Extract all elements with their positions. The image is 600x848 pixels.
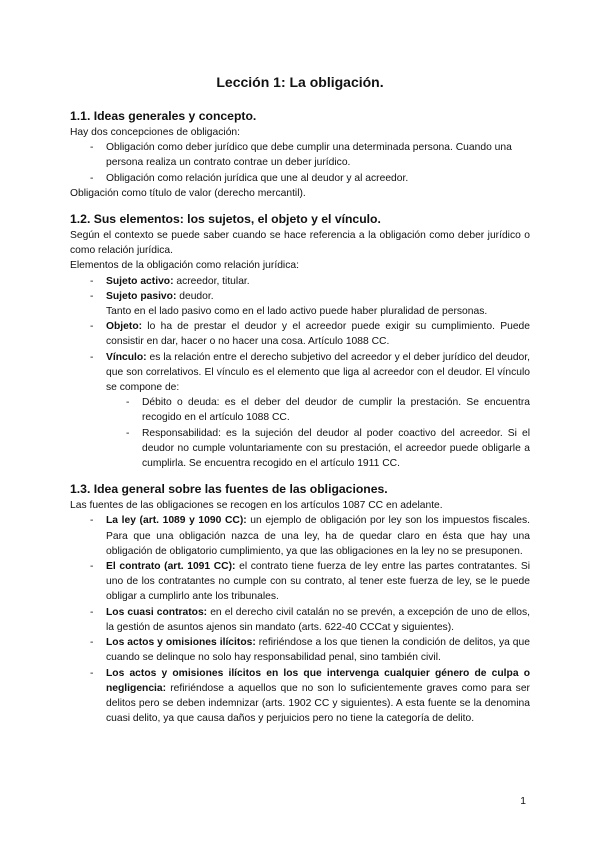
document-title: Lección 1: La obligación. — [216, 74, 384, 90]
list-item: - Sujeto activo: acreedor, titular. — [90, 275, 250, 287]
list-item: - Los cuasi contratos: en el derecho civil catalán no se prevén, a excepción de uno de ellos, la gestión de asuntos ajenos sin mandato (arts. 622-40 CCCat y siguientes). — [90, 606, 531, 633]
section-3-intro: Las fuentes de las obligaciones se recogen en los artículos 1087 CC en adelante. — [70, 500, 443, 512]
section-1-outro: Obligación como título de valor (derecho mercantil). — [70, 187, 306, 199]
section-2-intro2: Elementos de la obligación como relación jurídica: — [70, 260, 299, 272]
section-3-list — [70, 513, 530, 726]
page-number: 1 — [520, 796, 526, 807]
list-item: - Objeto: lo ha de prestar el deudor y el acreedor puede exigir su cumplimiento. Puede consistir en dar, hacer o no hacer una cosa. Artículo 1088 CC. — [90, 321, 530, 348]
sub-list-item: - Débito o deuda: es el deber del deudor de cumplir la prestación. Se encuentra recogido en el artículo 1088 CC. — [126, 397, 530, 424]
list-item: - Los actos y omisiones ilícitos: refiriéndose a los que tienen la condición de delitos, ya que cuando se delinque no solo hay responsabilidad penal, sino también civil. — [90, 637, 530, 664]
section-1 — [70, 108, 530, 201]
section-1-heading: 1.1. Ideas generales y concepto. — [70, 109, 257, 123]
section-3-heading: 1.3. Idea general sobre las fuentes de las obligaciones. — [70, 482, 388, 497]
list-item: - Obligación como deber jurídico que debe cumplir una determinada persona. Cuando una persona realiza un contrato contrae un deber jurídico. — [90, 142, 512, 169]
list-item: - La ley (art. 1089 y 1090 CC): un ejemplo de obligación por ley son los impuestos fiscales. Para que una obligación nazca de una ley, ha de quedar claro en ésta que hay una obligación de obligatorio cumplimiento, ya que las obligaciones en la ley no se presuponen. — [90, 515, 530, 557]
list-item: - Obligación como relación jurídica que une al deudor y al acreedor. — [90, 172, 409, 184]
section-2-heading: 1.2. Sus elementos: los sujetos, el objeto y el vínculo. — [70, 212, 381, 227]
document-page — [70, 72, 530, 736]
sub-list-item: - Responsabilidad: es la sujeción del deudor al poder coactivo del acreedor. Si el deudor no cumple voluntariamente con su prestación, el acreedor puede obligarle a cumplirla. Se encuentra recogido en el artículo 1911 CC. — [126, 427, 530, 470]
section-1-list — [70, 140, 530, 186]
section-2-list — [70, 274, 530, 472]
section-2-intro: Según el contexto se puede saber cuando se hace referencia a la obligación como deber jurídico o como relación jurídica. — [70, 230, 530, 257]
section-1-intro: Hay dos concepciones de obligación: — [70, 127, 241, 138]
list-item: - Los actos y omisiones ilícitos en los que intervenga cualquier género de culpa o negligencia: refiriéndose a aquellos que no son lo suficientemente graves como para ser delitos pero se deben indemnizar (arts. 1902 CC y siguientes). A esta fuente se la denomina cuasi delito, ya que causa daños y perjuicios pero no tiene la categoría de delito. — [90, 667, 530, 725]
list-item: - El contrato (art. 1091 CC): el contrato tiene fuerza de ley entre las partes contratantes. Si uno de los contratantes no cumple con su contrato, al tener este fuerza de ley, se le puede obligar a cumplirlo ante los tribunales. — [90, 561, 531, 603]
vinculo-sublist — [106, 395, 530, 471]
section-3 — [70, 481, 530, 726]
section-2 — [70, 211, 530, 471]
list-item: - Vínculo: es la relación entre el derecho subjetivo del acreedor y el deber jurídico del deudor, que son correlativos. El vínculo es el elemento que liga al acreedor con el deudor. El vínculo se compone de: - Débito o deuda: es el deber del deudor de cumplir la prestación. Se encuentra recogido en el artículo 1088 CC. - Responsabilidad: es la sujeción del deudor al poder coactivo del acreedor. Si el deudor no cumple voluntariamente con su prestación, el acreedor puede obligarle a cumplirla. Se encuentra recogido en el artículo 1911 CC. — [70, 350, 530, 472]
list-item: - Sujeto pasivo: deudor. Tanto en el lado pasivo como en el lado activo puede haber pluralidad de personas. — [90, 290, 488, 318]
